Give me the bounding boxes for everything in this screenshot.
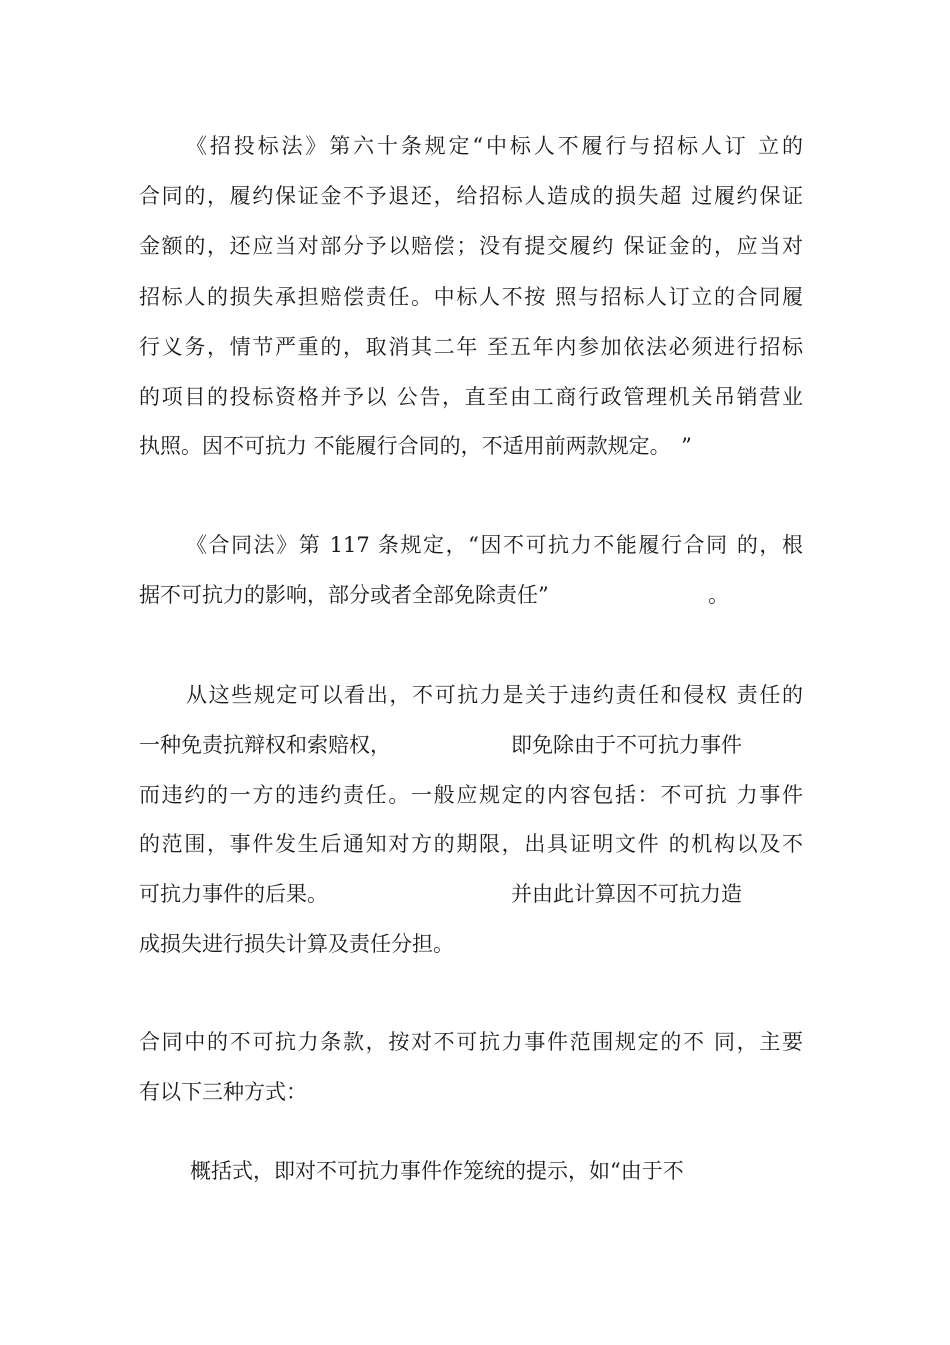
- paragraph-3-line-2b: 即免除由于不可抗力事件: [511, 733, 742, 757]
- paragraph-3-line-5b: 并由此计算因不可抗力造: [511, 882, 742, 906]
- paragraph-1-line-2: 合同的，履约保证金不予退还，给招标人造成的损失超 过履约保证: [139, 184, 803, 208]
- paragraph-1-line-7: 执照。因不可抗力 不能履行合同的，不适用前两款规定。 ”: [139, 434, 692, 458]
- paragraph-2-line-2: 据不可抗力的影响，部分或者全部免除责任”: [139, 583, 549, 607]
- paragraph-3-line-3: 而违约的一方的违约责任。一般应规定的内容包括：不可抗 力事件: [139, 783, 803, 807]
- paragraph-2-line-1: 《合同法》第 117 条规定，“因不可抗力不能履行合同 的，根: [186, 533, 803, 557]
- paragraph-3-line-1: 从这些规定可以看出，不可抗力是关于违约责任和侵权 责任的: [186, 683, 803, 707]
- paragraph-4-line-1: 合同中的不可抗力条款，按对不可抗力事件范围规定的不 同，主要: [139, 1030, 803, 1054]
- paragraph-3-line-2a: 一种免责抗辩权和索赔权，: [139, 733, 391, 757]
- paragraph-4-line-2: 有以下三种方式：: [139, 1080, 307, 1104]
- paragraph-3-line-4: 的范围，事件发生后通知对方的期限，出具证明文件 的机构以及不: [139, 832, 803, 856]
- paragraph-1-line-6: 的项目的投标资格并予以 公告，直至由工商行政管理机关吊销营业: [139, 385, 803, 409]
- paragraph-2-line-2-end: 。: [708, 583, 729, 607]
- paragraph-5-line-1: 概括式，即对不可抗力事件作笼统的提示，如“由于不: [190, 1159, 684, 1183]
- paragraph-1-line-1: 《招投标法》第六十条规定“中标人不履行与招标人订 立的: [186, 134, 803, 158]
- paragraph-3-line-5a: 可抗力事件的后果。: [139, 882, 328, 906]
- paragraph-1-line-5: 行义务，情节严重的，取消其二年 至五年内参加依法必须进行招标: [139, 335, 803, 359]
- paragraph-1-line-4: 招标人的损失承担赔偿责任。中标人不按 照与招标人订立的合同履: [139, 285, 803, 309]
- paragraph-3-line-6: 成损失进行损失计算及责任分担。: [139, 932, 454, 956]
- paragraph-1-line-3: 金额的，还应当对部分予以赔偿；没有提交履约 保证金的，应当对: [139, 234, 803, 258]
